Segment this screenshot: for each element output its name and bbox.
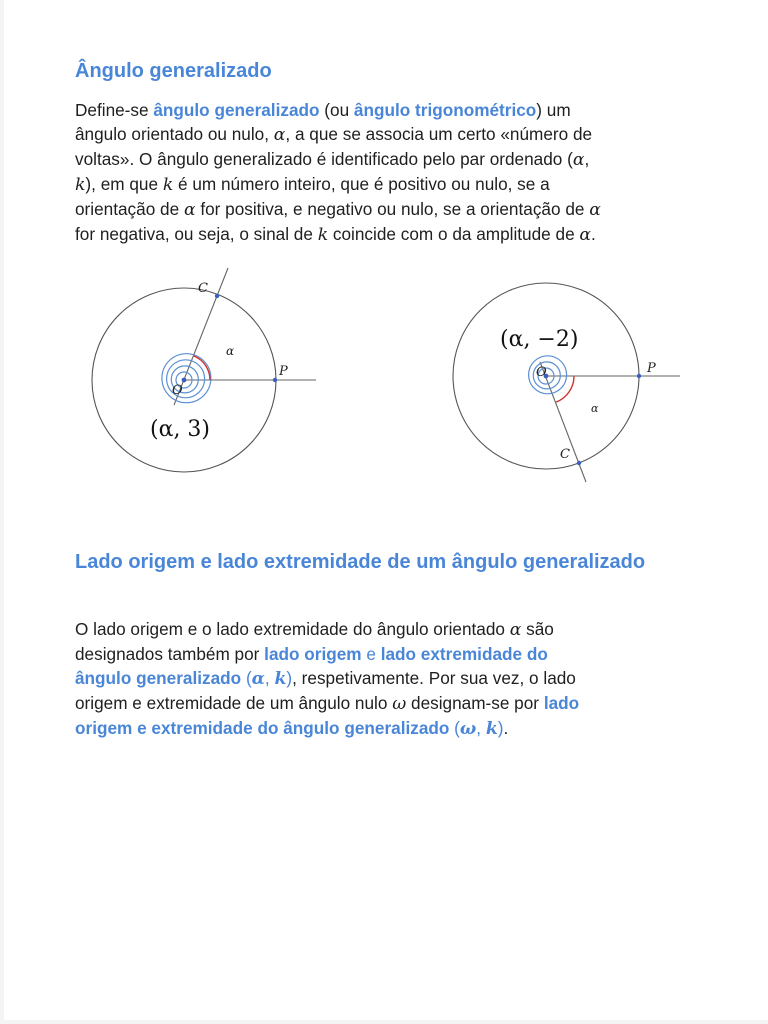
point-c <box>577 461 581 465</box>
text-line: Define-se ângulo generalizado (ou ângulo trigonométrico) um <box>75 100 571 120</box>
text-line: designados também por lado origem e lado extremidade do <box>75 644 548 664</box>
math-alpha: α <box>509 620 522 640</box>
term-lado: lado <box>543 693 580 713</box>
label-c: C <box>198 281 208 296</box>
term-angulo-generalizado: ângulo generalizado <box>75 668 242 688</box>
math-alpha: α <box>589 200 601 220</box>
term-lado-extremidade: lado extremidade do <box>380 644 548 664</box>
term-angulo-trigonometrico: ângulo trigonométrico <box>353 100 537 120</box>
math-alpha: α <box>273 125 286 145</box>
turn-ring <box>162 354 211 403</box>
angle-arc <box>556 376 574 402</box>
page-edge <box>0 0 4 1024</box>
text-line: O lado origem e o lado extremidade do ângulo orientado α são <box>75 619 554 640</box>
point-c <box>215 294 219 298</box>
turns-spiral <box>162 354 211 403</box>
text-line: origem e extremidade do ângulo generalizado (ω, k). <box>75 718 509 739</box>
math-k: k <box>485 719 498 739</box>
math-alpha: α <box>251 669 265 689</box>
term-angulo-generalizado: ângulo generalizado <box>153 100 320 120</box>
pair-label: (α, 3) <box>150 417 211 442</box>
label-o: O <box>536 365 547 380</box>
term-origem-extremidade: origem e extremidade do ângulo generalizado <box>75 718 450 738</box>
label-o: O <box>172 383 183 398</box>
text-line: for negativa, ou seja, o sinal de k coincide com o da amplitude de α. <box>75 224 596 245</box>
math-omega: ω <box>459 719 477 739</box>
figure-positive-angle <box>80 262 340 472</box>
math-k: k <box>317 225 329 245</box>
section-title-angulo-generalizado: Ângulo generalizado <box>75 60 272 82</box>
math-alpha: α <box>183 200 196 220</box>
section-title-lado-origem: Lado origem e lado extremidade de um ângulo generalizado <box>75 551 646 573</box>
math-omega: ω <box>392 694 407 714</box>
pair-label: (α, −2) <box>500 327 579 352</box>
text-line: ângulo generalizado (α, k), respetivamente. Por sua vez, o lado <box>75 668 576 689</box>
term-lado-origem: lado origem <box>264 644 362 664</box>
label-c: C <box>560 447 570 462</box>
definition-paragraph <box>75 98 715 247</box>
text-line: voltas». O ângulo generalizado é identificado pelo par ordenado (α, <box>75 149 590 170</box>
math-k: k <box>274 669 287 689</box>
math-alpha: α <box>572 150 585 170</box>
sides-paragraph <box>75 617 705 741</box>
text-line: origem e extremidade de um ângulo nulo ω designam-se por lado <box>75 693 580 714</box>
label-p: P <box>647 361 656 376</box>
page-edge <box>0 1020 768 1024</box>
point-o <box>182 378 187 383</box>
text-line: k), em que k é um número inteiro, que é positivo ou nulo, se a <box>75 174 550 195</box>
math-alpha: α <box>579 225 592 245</box>
label-p: P <box>279 364 288 379</box>
math-k: k <box>162 175 174 195</box>
point-p <box>273 378 277 382</box>
math-k: k <box>75 175 86 195</box>
text-line: ângulo orientado ou nulo, α, a que se associa um certo «número de <box>75 124 593 145</box>
label-alpha: α <box>591 402 599 415</box>
point-p <box>637 374 641 378</box>
figure-negative-angle <box>440 284 700 494</box>
label-alpha: α <box>226 344 235 358</box>
text-line: orientação de α for positiva, e negativo ou nulo, se a orientação de α <box>75 199 601 220</box>
